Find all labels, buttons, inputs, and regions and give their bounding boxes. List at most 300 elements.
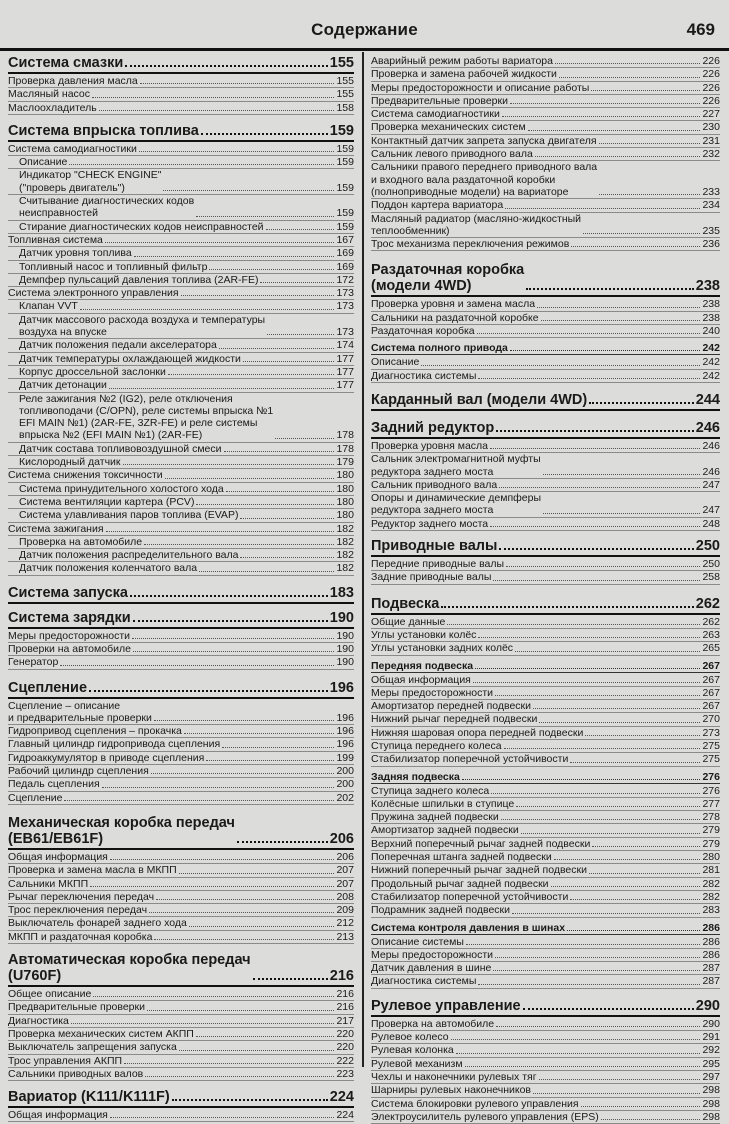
toc-entry[interactable]: [8, 221, 354, 234]
toc-entry[interactable]: [371, 135, 720, 148]
toc-entry[interactable]: [8, 917, 354, 930]
toc-entry[interactable]: [8, 195, 354, 221]
dot-leader: [516, 806, 700, 807]
entry-page: 173: [336, 326, 354, 339]
section-heading[interactable]: [8, 1089, 354, 1105]
entry-page: 287: [702, 962, 720, 975]
dot-leader: [243, 361, 335, 362]
toc-entry[interactable]: [371, 674, 720, 687]
entry-title: Гидроаккумулятор в приводе сцепления: [8, 751, 205, 764]
entry-title: Индикатор "CHECK ENGINE" ("проверь двигатель"): [19, 169, 162, 194]
section-title: Задний редуктор: [371, 419, 495, 436]
toc-entry[interactable]: [371, 1084, 720, 1097]
entry-title: Клапан VVT: [19, 300, 78, 313]
toc-entry[interactable]: [8, 483, 354, 496]
entry-title: Рулевой механизм: [371, 1057, 463, 1070]
toc-entry[interactable]: [371, 121, 720, 134]
entry-title: Задние приводные валы: [371, 571, 492, 584]
toc-entry[interactable]: [371, 312, 720, 325]
toc-entry[interactable]: [8, 274, 354, 287]
toc-entry[interactable]: [371, 82, 720, 95]
toc-entry[interactable]: [371, 370, 720, 383]
toc-section: [8, 55, 354, 115]
entry-page: 275: [702, 753, 720, 766]
toc-entry[interactable]: [371, 891, 720, 904]
dot-leader: [493, 580, 700, 581]
dot-leader: [535, 156, 701, 157]
section-heading[interactable]: [8, 815, 354, 847]
toc-right-column: [371, 55, 720, 1124]
subsection-title: Система полного привода: [371, 342, 508, 355]
entry-page: 226: [702, 81, 720, 94]
entry-title: Трос управления АКПП: [8, 1054, 123, 1067]
dot-leader: [179, 1050, 335, 1051]
entry-page: 258: [702, 571, 720, 584]
section-underline: [8, 140, 354, 142]
toc-entry[interactable]: [8, 738, 354, 751]
entry-title: Меры предосторожности: [371, 948, 494, 961]
entry-title: Выключатель запрещения запуска: [8, 1041, 177, 1054]
dot-leader: [123, 464, 335, 465]
toc-entry[interactable]: [8, 314, 354, 340]
section-heading[interactable]: [8, 952, 354, 984]
dot-leader: [253, 978, 328, 980]
dot-leader: [240, 518, 334, 519]
toc-entry[interactable]: [8, 765, 354, 778]
toc-entry[interactable]: [8, 88, 354, 101]
section-heading[interactable]: [8, 123, 354, 139]
section-title: Вариатор (K111/K111F): [8, 1089, 170, 1106]
toc-entry[interactable]: [8, 549, 354, 562]
toc-entry[interactable]: [371, 904, 720, 917]
entry-title: Датчик температуры охлаждающей жидкости: [19, 352, 241, 365]
section-heading[interactable]: [371, 420, 720, 436]
subsection-title: Система контроля давления в шинах: [371, 921, 566, 934]
entry-title: Нижний поперечный рычаг задней подвески: [371, 864, 587, 877]
entry-title: Углы установки колёс: [371, 628, 477, 641]
entry-page: 180: [336, 495, 354, 508]
toc-entry[interactable]: [8, 931, 354, 944]
dot-leader: [154, 939, 334, 940]
section-heading[interactable]: [8, 55, 354, 71]
toc-entry[interactable]: [371, 700, 720, 713]
entry-title: Амортизатор задней подвески: [371, 824, 519, 837]
toc-entry[interactable]: [8, 656, 354, 669]
entry-title: Общее описание: [8, 988, 92, 1001]
toc-section: [371, 392, 720, 411]
dot-leader: [196, 1036, 335, 1037]
toc-entry[interactable]: [371, 878, 720, 891]
section-heading[interactable]: [371, 392, 720, 408]
entry-page: 182: [336, 562, 354, 575]
section-page: 224: [329, 1089, 354, 1106]
subsection-heading[interactable]: [371, 342, 720, 354]
dot-leader: [515, 651, 700, 652]
dot-leader: [147, 1010, 334, 1011]
entry-page: 246: [702, 465, 720, 478]
toc-entry[interactable]: [371, 1058, 720, 1071]
entry-page: 292: [702, 1044, 720, 1057]
section-heading[interactable]: [371, 998, 720, 1014]
toc-entry[interactable]: [8, 300, 354, 313]
dot-leader: [539, 722, 700, 723]
toc-section: [8, 585, 354, 604]
toc-entry[interactable]: [371, 1071, 720, 1084]
dot-leader: [589, 873, 700, 874]
toc-entry[interactable]: [8, 792, 354, 805]
toc-entry[interactable]: [8, 904, 354, 917]
toc-entry[interactable]: [8, 562, 354, 575]
toc-entry[interactable]: [371, 1018, 720, 1031]
entry-title: Система вентиляции картера (PCV): [19, 495, 195, 508]
toc-section: [371, 596, 720, 989]
dot-leader: [493, 970, 700, 971]
subsection-heading[interactable]: [371, 660, 720, 672]
dot-leader: [156, 899, 334, 900]
toc-entry[interactable]: [371, 798, 720, 811]
entry-title: Сальник левого приводного вала: [371, 148, 533, 161]
toc-entry[interactable]: [371, 642, 720, 655]
entry-page: 233: [702, 185, 720, 198]
toc-entry[interactable]: [8, 443, 354, 456]
section-heading[interactable]: [371, 538, 720, 554]
dot-leader: [555, 63, 700, 64]
toc-entry[interactable]: [8, 643, 354, 656]
toc-entry[interactable]: [371, 811, 720, 824]
section-page: 206: [329, 830, 354, 847]
section-heading[interactable]: [8, 610, 354, 626]
entry-title: Сцепление: [8, 791, 63, 804]
toc-entry[interactable]: [8, 1041, 354, 1054]
section-page: 250: [695, 538, 720, 555]
toc-entry[interactable]: [8, 496, 354, 509]
column-divider: [362, 52, 364, 1067]
entry-page: 159: [336, 142, 354, 155]
dot-leader: [240, 557, 334, 558]
toc-entry[interactable]: [371, 629, 720, 642]
toc-entry[interactable]: [8, 752, 354, 765]
entry-page: 298: [702, 1084, 720, 1097]
section-heading[interactable]: [371, 596, 720, 612]
toc-entry[interactable]: [8, 988, 354, 1001]
entry-page: 223: [336, 1067, 354, 1080]
entry-title: Аварийный режим работы вариатора: [371, 55, 553, 67]
dot-leader: [154, 720, 335, 721]
toc-entry[interactable]: [371, 851, 720, 864]
toc-entry[interactable]: [371, 713, 720, 726]
entry-page: 267: [702, 673, 720, 686]
toc-entry[interactable]: [8, 536, 354, 549]
entry-page: 174: [336, 339, 354, 352]
dot-leader: [130, 595, 328, 597]
toc-entry[interactable]: [371, 687, 720, 700]
toc-entry[interactable]: [8, 725, 354, 738]
toc-entry[interactable]: [8, 851, 354, 864]
section-page: 244: [695, 391, 720, 408]
entry-page: 180: [336, 482, 354, 495]
entry-page: 196: [336, 738, 354, 751]
section-underline: [371, 295, 720, 297]
entry-page: 220: [336, 1041, 354, 1054]
entry-title: Ступица заднего колеса: [371, 784, 490, 797]
dot-leader: [226, 491, 335, 492]
toc-entry[interactable]: [371, 298, 720, 311]
entry-title: Поперечная штанга задней подвески: [371, 851, 552, 864]
dot-leader: [266, 229, 335, 230]
entry-page: 169: [336, 260, 354, 273]
entry-title: Стабилизатор поперечной устойчивости: [371, 753, 569, 766]
toc-entry[interactable]: [8, 261, 354, 274]
dot-leader: [496, 430, 694, 432]
entry-title: Сальник приводного вала: [371, 478, 498, 491]
entry-page: 180: [336, 509, 354, 522]
toc-entry[interactable]: [8, 353, 354, 366]
section-underline: [371, 555, 720, 557]
subsection-heading[interactable]: [371, 771, 720, 783]
section-title: Подвеска: [371, 595, 440, 612]
section-heading[interactable]: [8, 585, 354, 601]
toc-entry[interactable]: [371, 108, 720, 121]
entry-page: 177: [336, 365, 354, 378]
dot-leader: [140, 83, 335, 84]
dot-leader: [125, 65, 328, 67]
toc-entry[interactable]: [371, 356, 720, 369]
subsection-title: Передняя подвеска: [371, 659, 474, 672]
toc-entry[interactable]: [8, 143, 354, 156]
entry-title: Шарниры рулевых наконечников: [371, 1084, 532, 1097]
section-page: 190: [329, 609, 354, 626]
toc-entry[interactable]: [8, 247, 354, 260]
entry-title: Педаль сцепления: [8, 778, 100, 791]
toc-entry[interactable]: [8, 778, 354, 791]
toc-entry[interactable]: [371, 824, 720, 837]
toc-entry[interactable]: [8, 891, 354, 904]
section-title: Механическая коробка передач (EB61/EB61F): [8, 814, 235, 847]
toc-entry[interactable]: [371, 949, 720, 962]
entry-title: Система зажигания: [8, 522, 104, 535]
dot-leader: [601, 1119, 701, 1120]
toc-entry[interactable]: [371, 571, 720, 584]
entry-title: Система улавливания паров топлива (EVAP): [19, 509, 239, 522]
toc-entry[interactable]: [8, 469, 354, 482]
entry-title: Датчик массового расхода воздуха и температуры воздуха на впуске: [19, 313, 266, 339]
toc-entry[interactable]: [8, 234, 354, 247]
entry-page: 286: [702, 948, 720, 961]
entry-page: 172: [336, 273, 354, 286]
toc-entry[interactable]: [371, 325, 720, 338]
entry-page: 178: [336, 442, 354, 455]
toc-entry[interactable]: [371, 1031, 720, 1044]
dot-leader: [89, 690, 328, 692]
entry-page: 267: [702, 700, 720, 713]
toc-entry[interactable]: [371, 479, 720, 492]
entry-title: Предварительные проверки: [8, 1001, 145, 1014]
toc-entry[interactable]: [371, 1044, 720, 1057]
toc-entry[interactable]: [8, 878, 354, 891]
entry-title: Ступица переднего колеса: [371, 739, 502, 752]
toc-entry[interactable]: [8, 1068, 354, 1081]
entry-title: Углы установки задних колёс: [371, 642, 514, 655]
toc-entry[interactable]: [371, 95, 720, 108]
entry-title: Рулевое колесо: [371, 1031, 449, 1044]
dot-leader: [539, 1079, 701, 1080]
entry-page: 159: [336, 220, 354, 233]
dot-leader: [189, 926, 335, 927]
entry-title: Масляный насос: [8, 88, 90, 101]
entry-title: Проверка и замена масла в МКПП: [8, 864, 177, 877]
entry-title: Генератор: [8, 656, 59, 669]
toc-entry[interactable]: [371, 492, 720, 518]
entry-title: Продольный рычаг задней подвески: [371, 877, 549, 890]
entry-page: 231: [702, 134, 720, 147]
dot-leader: [102, 787, 335, 788]
toc-entry[interactable]: [8, 287, 354, 300]
entry-page: 230: [702, 121, 720, 134]
dot-leader: [184, 733, 335, 734]
dot-leader: [99, 110, 335, 111]
page-number: 469: [686, 20, 715, 39]
toc-entry[interactable]: [371, 616, 720, 629]
entry-page: 196: [336, 711, 354, 724]
entry-page: 282: [702, 890, 720, 903]
dot-leader: [521, 833, 701, 834]
toc-entry[interactable]: [8, 339, 354, 352]
toc-entry[interactable]: [371, 740, 720, 753]
toc-entry[interactable]: [8, 156, 354, 169]
toc-entry[interactable]: [8, 366, 354, 379]
dot-leader: [475, 668, 700, 669]
dot-leader: [267, 334, 334, 335]
entry-page: 216: [336, 1001, 354, 1014]
section-title: Система впрыска топлива: [8, 122, 199, 139]
toc-entry[interactable]: [8, 75, 354, 88]
toc-entry[interactable]: [371, 1111, 720, 1124]
toc-entry[interactable]: [371, 238, 720, 251]
toc-entry[interactable]: [371, 838, 720, 851]
toc-entry[interactable]: [8, 509, 354, 522]
entry-title: Меры предосторожности и описание работы: [371, 81, 590, 94]
section-page: 246: [695, 419, 720, 436]
entry-page: 202: [336, 791, 354, 804]
toc-entry[interactable]: [371, 148, 720, 161]
toc-entry[interactable]: [8, 1001, 354, 1014]
toc-entry[interactable]: [371, 727, 720, 740]
toc-section: [8, 680, 354, 805]
dot-leader: [462, 779, 701, 780]
toc-entry[interactable]: [371, 199, 720, 212]
toc-entry[interactable]: [8, 1109, 354, 1122]
toc-entry[interactable]: [371, 453, 720, 479]
entry-title: Описание: [371, 356, 420, 369]
entry-page: 232: [702, 148, 720, 161]
dot-leader: [554, 859, 701, 860]
entry-title: Передние приводные валы: [371, 558, 505, 571]
toc-entry[interactable]: [8, 169, 354, 195]
toc-entry[interactable]: [371, 936, 720, 949]
entry-page: 208: [336, 890, 354, 903]
entry-title: Проверка уровня и замена масла: [371, 298, 536, 311]
dot-leader: [139, 151, 335, 152]
entry-title: Электроусилитель рулевого управления (EPS): [371, 1110, 599, 1123]
entry-page: 242: [702, 356, 720, 369]
toc-entry[interactable]: [8, 1055, 354, 1068]
toc-entry[interactable]: [371, 962, 720, 975]
dot-leader: [478, 378, 700, 379]
toc-entry[interactable]: [371, 161, 720, 199]
entry-page: 263: [702, 628, 720, 641]
toc-entry[interactable]: [8, 700, 354, 726]
toc-entry[interactable]: [8, 864, 354, 877]
toc-entry[interactable]: [8, 456, 354, 469]
toc-entry[interactable]: [8, 523, 354, 536]
dot-leader: [133, 651, 335, 652]
entry-page: 226: [702, 55, 720, 67]
entry-page: 200: [336, 778, 354, 791]
entry-page: 247: [702, 504, 720, 517]
toc-entry[interactable]: [8, 102, 354, 115]
toc-entry[interactable]: [8, 1028, 354, 1041]
toc-entry[interactable]: [371, 785, 720, 798]
toc-section: [8, 1089, 354, 1122]
section-heading[interactable]: [371, 262, 720, 294]
entry-page: 298: [702, 1097, 720, 1110]
section-heading[interactable]: [8, 680, 354, 696]
entry-title: Проверка механических систем АКПП: [8, 1027, 194, 1040]
dot-leader: [60, 665, 334, 666]
entry-page: 275: [702, 739, 720, 752]
toc-section: [8, 610, 354, 670]
entry-page: 276: [702, 784, 720, 797]
subsection-page: 286: [702, 921, 720, 934]
entry-title: Топливный насос и топливный фильтр: [19, 260, 208, 273]
entry-title: Раздаточная коробка: [371, 325, 475, 338]
toc-entry[interactable]: [8, 1015, 354, 1028]
entry-page: 279: [702, 824, 720, 837]
section-page: 155: [329, 55, 354, 71]
dot-leader: [526, 288, 694, 290]
toc-entry[interactable]: [371, 864, 720, 877]
entry-title: Общая информация: [8, 850, 108, 863]
entry-title: Датчик положения педали акселератора: [19, 339, 217, 352]
entry-title: Датчик положения распределительного вала: [19, 549, 239, 562]
toc-entry[interactable]: [8, 379, 354, 392]
dot-leader: [134, 256, 335, 257]
toc-entry[interactable]: [371, 55, 720, 68]
section-underline: [8, 697, 354, 699]
toc-entry[interactable]: [371, 753, 720, 766]
entry-page: 280: [702, 851, 720, 864]
toc-entry[interactable]: [8, 393, 354, 443]
entry-title: Считывание диагностических кодов неисправностей: [19, 195, 195, 220]
toc-entry[interactable]: [371, 1098, 720, 1111]
entry-title: Диагностика системы: [371, 369, 477, 382]
toc-section: [8, 123, 354, 576]
toc-entry[interactable]: [371, 440, 720, 453]
dot-leader: [451, 1039, 701, 1040]
toc-entry[interactable]: [371, 975, 720, 988]
entry-title: Амортизатор передней подвески: [371, 700, 532, 713]
section-title: Автоматическая коробка передач (U760F): [8, 952, 251, 985]
section-page: 159: [329, 122, 354, 139]
toc-entry[interactable]: [371, 213, 720, 239]
subsection-heading[interactable]: [371, 922, 720, 934]
toc-entry[interactable]: [371, 68, 720, 81]
entry-title: Система блокировки рулевого управления: [371, 1097, 579, 1110]
toc-entry[interactable]: [8, 630, 354, 643]
entry-page: 173: [336, 287, 354, 300]
toc-entry[interactable]: [371, 518, 720, 531]
toc-entry[interactable]: [371, 558, 720, 571]
